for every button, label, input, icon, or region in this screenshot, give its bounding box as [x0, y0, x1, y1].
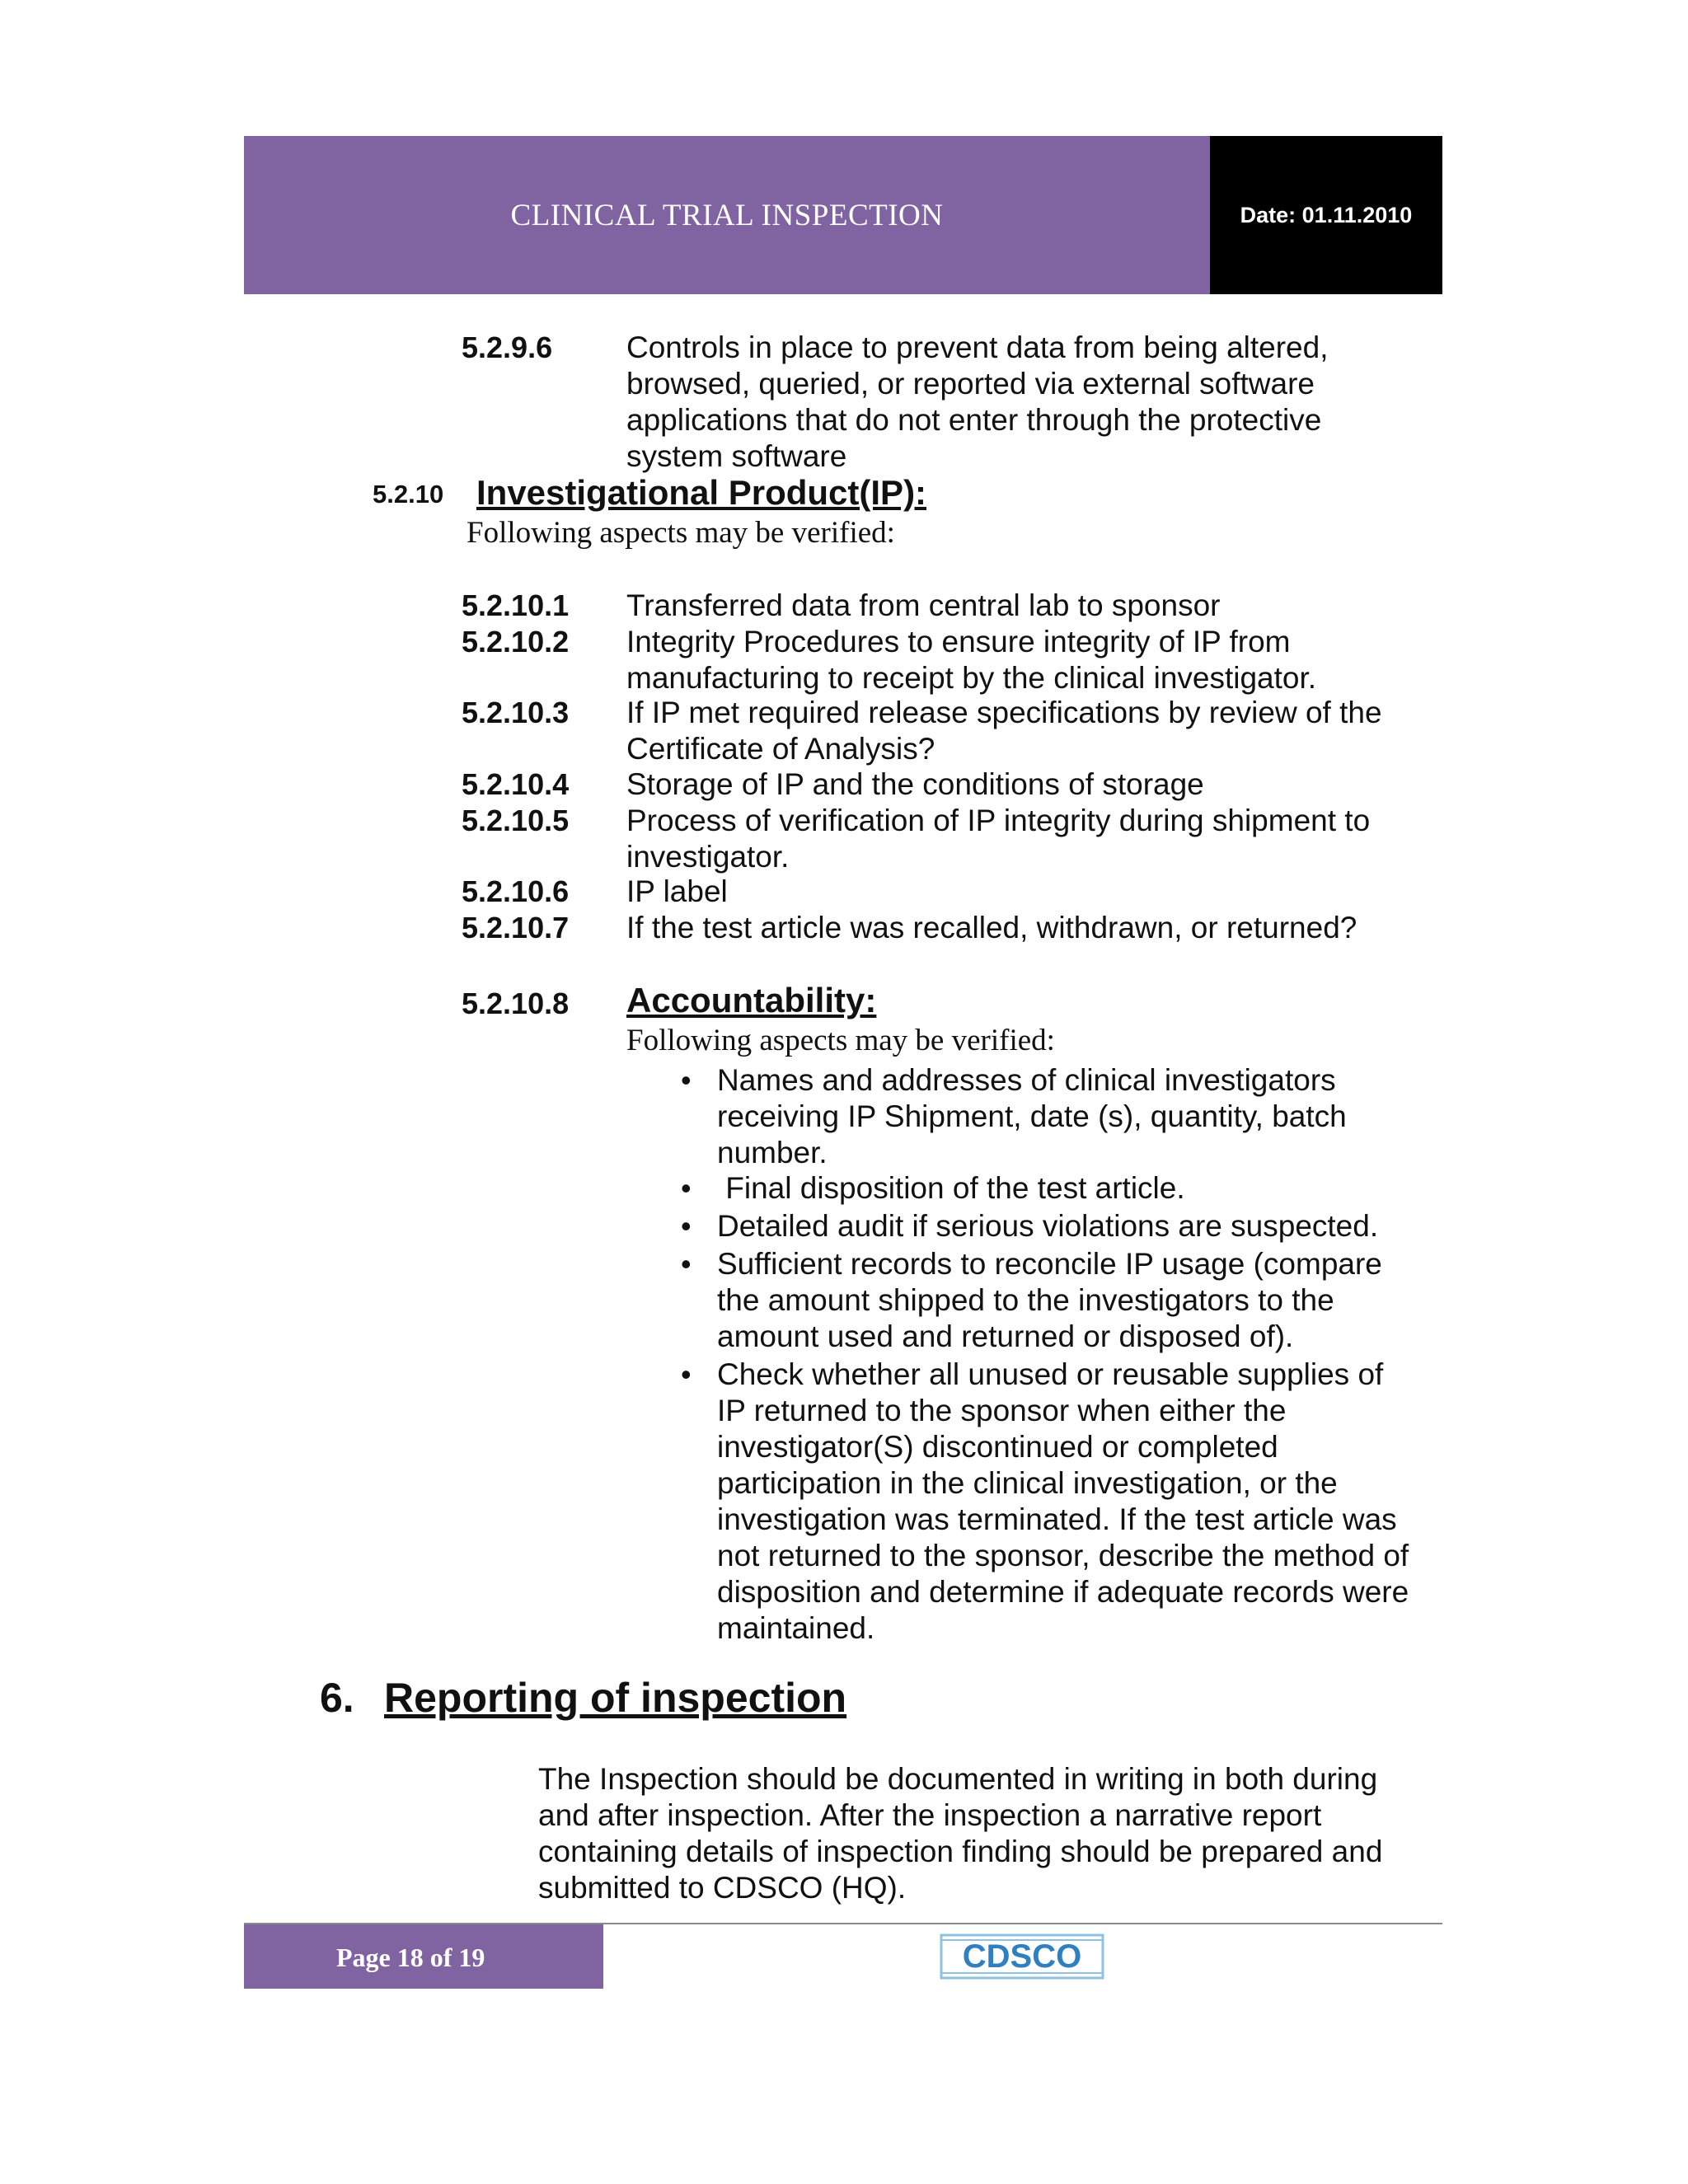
bullet-text: Check whether all unused or reusable supplies of IP returned to the sponsor when either the investigator(S) discontinued or completed participation in the clinical investigation, or the investigation was terminated. If the test article was not returned to the sponsor, describe the method of disposition and determine if adequate records were maintained. [717, 1357, 1409, 1645]
svg-text:CDSCO: CDSCO [962, 1938, 1082, 1975]
document-title: CLINICAL TRIAL INSPECTION [510, 198, 944, 232]
item-number: 5.2.10.6 [462, 874, 570, 908]
bullet-text: Final disposition of the test article. [717, 1171, 1185, 1205]
bullet-text: Names and addresses of clinical investigators receiving IP Shipment, date (s), quantity, batch number. [717, 1063, 1347, 1169]
bullet-dot: • [681, 1209, 692, 1243]
page-number-band [244, 1924, 603, 1989]
item-text: If the test article was recalled, withdrawn, or returned? [626, 911, 1357, 944]
section-title: Investigational Product(IP): [476, 473, 927, 512]
item-number: 5.2.10.8 [462, 987, 570, 1020]
item-text: Process of verification of IP integrity during shipment to investigator. [626, 804, 1371, 874]
subsection-intro: Following aspects may be verified: [626, 1024, 1055, 1057]
bullet-dot: • [681, 1171, 692, 1205]
section-title: Reporting of inspection [384, 1675, 847, 1721]
item-text: Integrity Procedures to ensure integrity of IP from manufacturing to receipt by the clinical investigator. [626, 625, 1317, 695]
section-number: 5.2.10 [373, 480, 444, 509]
bullet-text: Detailed audit if serious violations are suspected. [717, 1209, 1379, 1243]
item-text: If IP met required release specifications by review of the Certificate of Analysis? [626, 696, 1382, 766]
bullet-dot: • [681, 1357, 692, 1391]
bullet-dot: • [681, 1247, 692, 1281]
bullet-dot: • [681, 1063, 692, 1097]
item-text: Storage of IP and the conditions of storage [626, 767, 1204, 801]
item-number: 5.2.10.5 [462, 804, 570, 837]
item-number: 5.2.10.7 [462, 911, 570, 944]
item-number: 5.2.10.4 [462, 767, 570, 801]
cdsco-logo [940, 1933, 1104, 1984]
bullet-text: Sufficient records to reconcile IP usage (compare the amount shipped to the investigators to the amount used and returned or disposed of). [717, 1247, 1382, 1353]
item-text: Controls in place to prevent data from being altered, browsed, queried, or reported via external software applications that do not enter through the protective system software [626, 330, 1329, 473]
section-intro: Following aspects may be verified: [467, 516, 895, 550]
item-text: IP label [626, 874, 728, 908]
item-text: Transferred data from central lab to sponsor [626, 588, 1221, 622]
document-date: Date: 01.11.2010 [1210, 136, 1442, 294]
section-body: The Inspection should be documented in writing in both during and after inspection. After the inspection a narrative report containing details of inspection finding should be prepared and submitted to CDSCO (HQ). [538, 1762, 1383, 1905]
subsection-title: Accountability: [626, 981, 877, 1019]
section-number: 6. [320, 1675, 354, 1721]
item-number: 5.2.10.3 [462, 696, 570, 729]
item-number: 5.2.9.6 [462, 330, 553, 364]
item-number: 5.2.10.2 [462, 625, 570, 658]
page-number: Page 18 of 19 [336, 1943, 485, 1972]
item-number: 5.2.10.1 [462, 588, 570, 622]
